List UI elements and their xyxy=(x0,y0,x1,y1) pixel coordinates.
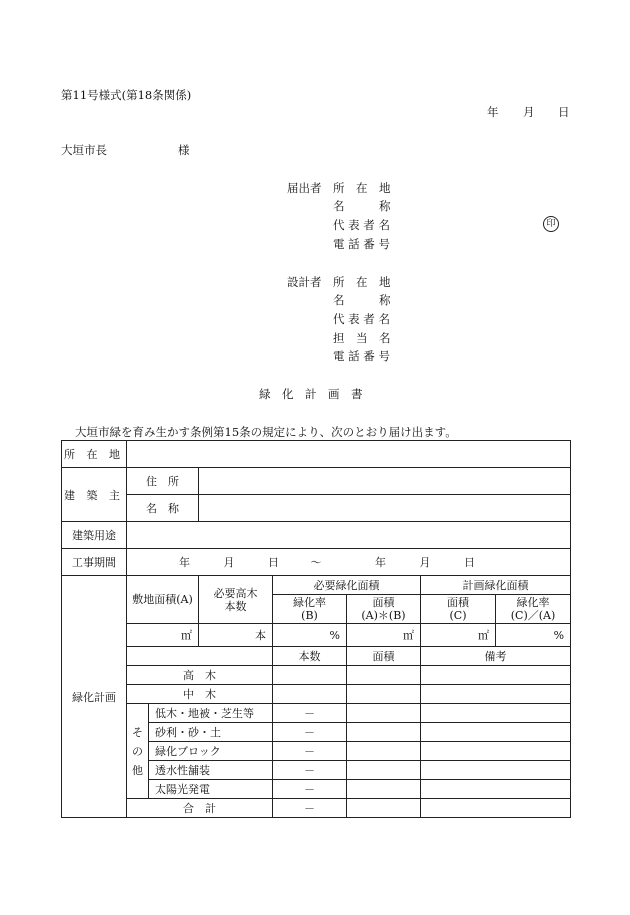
builder-name-value[interactable] xyxy=(199,495,571,522)
green-rate-ca-header: 緑化率 (C)／(A) xyxy=(496,595,571,624)
building-use-value[interactable] xyxy=(127,522,571,549)
area-header: 面積 xyxy=(347,647,421,666)
intro-text: 大垣市緑を育み生かす条例第15条の規定により、次のとおり届け出ます。 xyxy=(75,425,457,439)
applicant-label: 届出者 xyxy=(287,181,322,195)
applicant-field-phone: 電 話 番 号 xyxy=(333,237,390,251)
builder-address-value[interactable] xyxy=(199,468,571,495)
addressee-mayor: 大垣市長 xyxy=(61,143,107,157)
other-area-3[interactable] xyxy=(347,742,421,761)
applicant-field-name: 名 称 xyxy=(333,199,391,213)
greening-plan-table xyxy=(61,440,571,818)
other-row-permeable-paving: 透水性舗装 xyxy=(149,761,273,780)
builder-name-label: 名 称 xyxy=(127,495,199,522)
other-area-4[interactable] xyxy=(347,761,421,780)
dash: － xyxy=(273,704,347,723)
tall-tree-label: 高 木 xyxy=(127,666,273,685)
dash: － xyxy=(273,742,347,761)
other-row-gravel: 砂利・砂・土 xyxy=(149,723,273,742)
count-header: 本数 xyxy=(273,647,347,666)
tall-tree-area[interactable] xyxy=(347,666,421,685)
other-remarks-3[interactable] xyxy=(421,742,571,761)
required-green-header: 必要緑化面積 xyxy=(273,576,421,595)
other-area-2[interactable] xyxy=(347,723,421,742)
planned-area-unit: ㎡ xyxy=(421,624,496,647)
remarks-header: 備考 xyxy=(421,647,571,666)
tall-tree-remarks[interactable] xyxy=(421,666,571,685)
other-area-5[interactable] xyxy=(347,780,421,799)
blank-header-cell xyxy=(127,647,273,666)
other-row-ground-cover: 低木・地被・芝生等 xyxy=(149,704,273,723)
mid-tree-remarks[interactable] xyxy=(421,685,571,704)
other-remarks-5[interactable] xyxy=(421,780,571,799)
dash: － xyxy=(273,761,347,780)
tall-tree-count[interactable] xyxy=(273,666,347,685)
date-year: 年 xyxy=(487,105,499,119)
designer-field-address: 所 在 地 xyxy=(333,275,391,289)
other-remarks-2[interactable] xyxy=(421,723,571,742)
total-area[interactable] xyxy=(347,799,421,818)
builder-address-label: 住 所 xyxy=(127,468,199,495)
designer-field-contact: 担 当 名 xyxy=(333,331,391,345)
date-month: 月 xyxy=(523,105,535,119)
designer-field-phone: 電 話 番 号 xyxy=(333,349,390,363)
planned-green-header: 計画緑化面積 xyxy=(421,576,571,595)
location-value[interactable] xyxy=(127,441,571,468)
green-rate-ca-unit: % xyxy=(496,624,571,647)
site-area-header: 敷地面積(A) xyxy=(127,576,199,624)
form-number: 第11号様式(第18条関係) xyxy=(61,88,192,102)
designer-label: 設計者 xyxy=(287,275,322,289)
tall-trees-required-header: 必要高木 本数 xyxy=(199,576,273,624)
seal-mark: 印 xyxy=(543,215,559,232)
dash: － xyxy=(273,780,347,799)
other-area-1[interactable] xyxy=(347,704,421,723)
applicant-field-representative: 代 表 者 名 xyxy=(333,218,390,232)
tall-trees-unit: 本 xyxy=(199,624,273,647)
dash: － xyxy=(273,723,347,742)
mid-tree-count[interactable] xyxy=(273,685,347,704)
total-remarks[interactable] xyxy=(421,799,571,818)
other-row-solar: 太陽光発電 xyxy=(149,780,273,799)
required-area-header: 面積 (A)＊(B) xyxy=(347,595,421,624)
location-label: 所 在 地 xyxy=(62,441,127,468)
mid-tree-area[interactable] xyxy=(347,685,421,704)
construction-period-value[interactable]: 年 月 日 ～ 年 月 日 xyxy=(127,549,571,576)
other-remarks-1[interactable] xyxy=(421,704,571,723)
construction-period-label: 工事期間 xyxy=(62,549,127,576)
mid-tree-label: 中 木 xyxy=(127,685,273,704)
greening-plan-label: 緑化計画 xyxy=(62,576,127,818)
designer-field-representative: 代 表 者 名 xyxy=(333,312,390,326)
green-rate-b-header: 緑化率 (B) xyxy=(273,595,347,624)
other-remarks-4[interactable] xyxy=(421,761,571,780)
applicant-field-address: 所 在 地 xyxy=(333,181,391,195)
green-rate-b-unit: % xyxy=(273,624,347,647)
dash: － xyxy=(273,799,347,818)
planned-area-header: 面積 (C) xyxy=(421,595,496,624)
builder-label: 建 築 主 xyxy=(62,468,127,522)
document-title: 緑 化 計 画 書 xyxy=(259,387,363,401)
building-use-label: 建築用途 xyxy=(62,522,127,549)
date-day: 日 xyxy=(558,105,570,119)
total-label: 合 計 xyxy=(127,799,273,818)
designer-field-name: 名 称 xyxy=(333,293,391,307)
other-row-green-block: 緑化ブロック xyxy=(149,742,273,761)
required-area-unit: ㎡ xyxy=(347,624,421,647)
addressee-honorific: 様 xyxy=(178,143,190,157)
site-area-unit: ㎡ xyxy=(127,624,199,647)
other-label: そ の 他 xyxy=(127,704,149,799)
